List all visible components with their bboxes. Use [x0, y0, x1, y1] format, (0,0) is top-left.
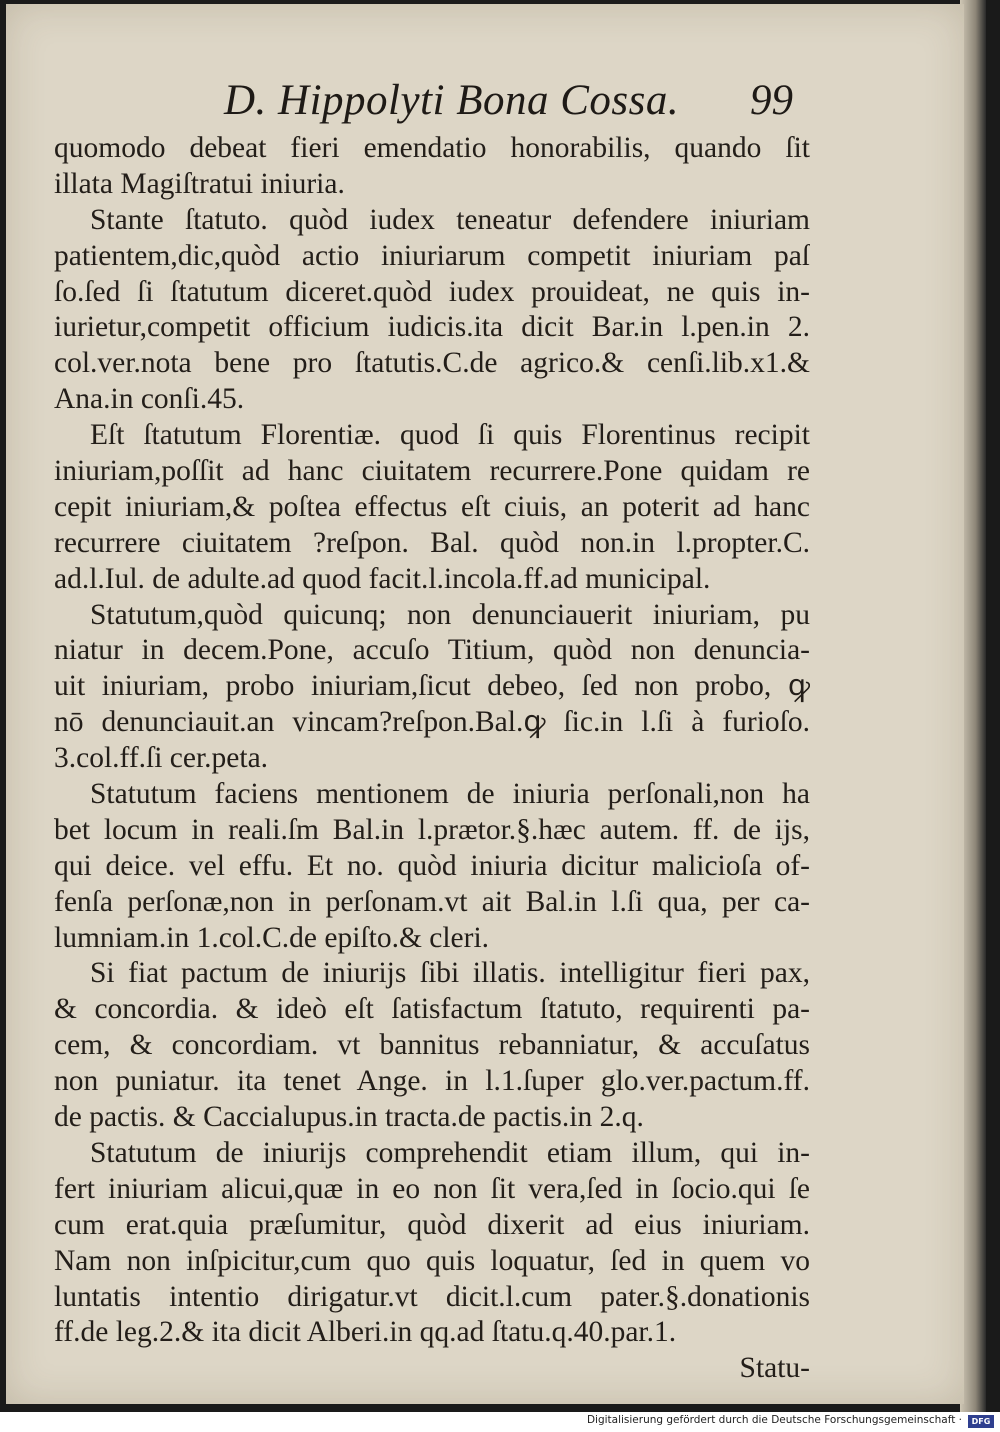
- digitization-credit: Digitalisierung gefördert durch die Deutsche Forschungsgemeinschaft ·: [586, 1414, 962, 1426]
- catchword: Statu-: [739, 1352, 810, 1385]
- text-line: uit iniuriam, probo iniuriam,ſicut debeo, ſed non probo, ꝙ: [54, 670, 810, 703]
- text-line: qui deice. vel effu. Et no. quòd iniuria dicitur malicioſa of-: [54, 849, 810, 882]
- text-line: Ana.in conſi.45.: [54, 383, 245, 416]
- text-line: col.ver.nota bene pro ſtatutis.C.de agrico.& cenſi.lib.x1.&: [54, 347, 810, 380]
- text-line: niatur in decem.Pone, accuſo Titium, quòd non denuncia-: [54, 634, 810, 667]
- text-line: ſo.ſed ſi ſtatutum diceret.quòd iudex prouideat, ne quis in-: [54, 275, 810, 308]
- text-line: Statutum,quòd quicunq; non denunciauerit iniuriam, pu: [90, 598, 810, 631]
- text-line: cem, & concordiam. vt bannitus rebanniatur, & accuſatus: [54, 1029, 810, 1062]
- text-line: patientem,dic,quòd actio iniuriarum competit iniuriam paſ: [54, 239, 810, 272]
- text-line: & concordia. & ideò eſt ſatisfactum ſtatuto, requirenti pa-: [54, 993, 810, 1026]
- book-page: [6, 4, 964, 1404]
- text-line: cepit iniuriam,& poſtea effectus eſt ciuis, an poterit ad hanc: [54, 490, 810, 523]
- text-line: ff.de leg.2.& ita dicit Alberi.in qq.ad ſtatu.q.40.par.1.: [54, 1316, 677, 1349]
- text-line: bet locum in reali.ſm Bal.in l.prætor.§.hæc autem. ff. de ijs,: [54, 813, 810, 846]
- text-line: lumniam.in 1.col.C.de epiſto.& cleri.: [54, 921, 490, 954]
- text-line: 3.col.ff.ſi cer.peta.: [54, 742, 269, 775]
- running-title: D. Hippolyti Bona Cossa.: [224, 77, 680, 124]
- text-line: luntatis intentio dirigatur.vt dicit.l.cum pater.§.donationis: [54, 1280, 810, 1313]
- text-line: Statutum faciens mentionem de iniuria perſonali,non ha: [90, 778, 810, 811]
- text-line: iniuriam,poſſit ad hanc ciuitatem recurrere.Pone quidam re: [54, 455, 810, 488]
- text-line: illata Magiſtratui iniuria.: [54, 167, 345, 200]
- page-header: [6, 76, 964, 136]
- text-line: Nam non inſpicitur,cum quo quis loquatur, ſed in quem vo: [54, 1244, 810, 1277]
- text-line: fert iniuriam alicui,quæ in eo non ſit vera,ſed in ſocio.qui ſe: [54, 1172, 810, 1205]
- text-line: quomodo debeat fieri emendatio honorabilis, quando ſit: [54, 132, 810, 164]
- text-line: cum erat.quia præſumitur, quòd dixerit ad eius iniuriam.: [54, 1208, 810, 1241]
- page-number: 99: [750, 77, 793, 124]
- text-line: recurrere ciuitatem ?reſpon. Bal. quòd non.in l.propter.C.: [54, 526, 810, 559]
- text-line: non puniatur. ita tenet Ange. in l.1.ſuper glo.ver.pactum.ff.: [54, 1065, 810, 1098]
- text-line: Statutum de iniurijs comprehendit etiam illum, qui in-: [90, 1136, 810, 1169]
- body-text: [54, 131, 810, 1387]
- text-line: Eſt ſtatutum Florentiæ. quod ſi quis Florentinus recipit: [90, 419, 810, 452]
- text-line: Si fiat pactum de iniurijs ſibi illatis. intelligitur fieri pax,: [90, 957, 810, 990]
- text-line: iurietur,competit officium iudicis.ita dicit Bar.in l.pen.in 2.: [54, 311, 810, 344]
- text-line: de pactis. & Caccialupus.in tracta.de pactis.in 2.q.: [54, 1101, 644, 1134]
- dfg-logo-icon: DFG: [968, 1415, 994, 1428]
- footer: [0, 1412, 1000, 1432]
- text-line: fenſa perſonæ,non in perſonam.vt ait Bal.in l.ſi qua, per ca-: [54, 885, 810, 918]
- text-line: nō denunciauit.an vincam?reſpon.Bal.ꝙ ſic.in l.ſi à furioſo.: [54, 706, 810, 739]
- text-line: Stante ſtatuto. quòd iudex teneatur defendere iniuriam: [90, 203, 810, 236]
- text-line: ad.l.Iul. de adulte.ad quod facit.l.incola.ff.ad municipal.: [54, 562, 711, 595]
